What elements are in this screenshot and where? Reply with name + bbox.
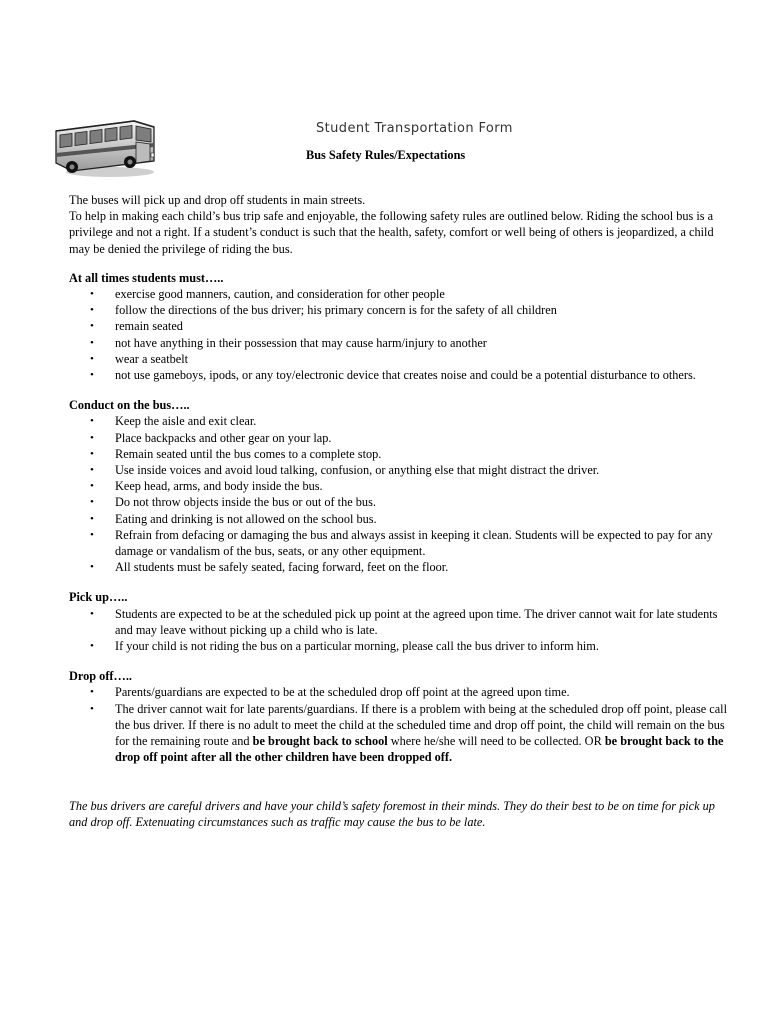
bullet-icon: •: [90, 288, 94, 301]
bullet-icon: •: [90, 702, 94, 715]
dropoff-list: [69, 684, 729, 765]
pickup-list: [69, 606, 729, 655]
bullet-icon: •: [90, 415, 94, 428]
form-subtitle: Bus Safety Rules/Expectations: [306, 148, 466, 162]
section-heading-conduct: Conduct on the bus…..: [69, 398, 190, 413]
list-item: • The driver cannot wait for late parents/guardians. If there is a problem with being at the scheduled drop off point, please call the bus driver. If there is no adult to meet the child at the scheduled time and drop off point, the child will remain on the bus for the remaining route and be brought back to school where he/she will need to be collected. OR be brought back to the drop off point after all the other children have been dropped off.: [90, 701, 728, 765]
bullet-icon: •: [90, 369, 94, 382]
bullet-icon: •: [90, 304, 94, 317]
bullet-icon: •: [90, 496, 94, 509]
intro-line: The buses will pick up and drop off students in main streets.: [69, 193, 366, 207]
list-item: • remain seated: [90, 319, 183, 334]
list-item: • If your child is not riding the bus on a particular morning, please call the bus driver to inform him.: [90, 639, 599, 654]
bullet-icon: •: [90, 528, 94, 541]
list-item: • Eating and drinking is not allowed on the school bus.: [90, 511, 377, 526]
list-item: • All students must be safely seated, facing forward, feet on the floor.: [90, 560, 449, 575]
list-item: • Keep head, arms, and body inside the bus.: [90, 479, 323, 494]
bullet-icon: •: [90, 447, 94, 460]
bus-icon: [50, 117, 156, 179]
bullet-icon: •: [90, 512, 94, 525]
must-list: [69, 286, 729, 383]
list-item: • Refrain from defacing or damaging the bus and always assist in keeping it clean. Students will be expected to pay for any damage or vandalism of the bus, seats, or any other equipment.: [90, 527, 713, 559]
conduct-list: [69, 413, 729, 575]
list-item: • wear a seatbelt: [90, 351, 189, 366]
list-item: • Remain seated until the bus comes to a complete stop.: [90, 446, 382, 461]
bullet-icon: •: [90, 320, 94, 333]
bullet-icon: •: [90, 607, 94, 620]
section-heading-dropoff: Drop off…..: [69, 669, 132, 684]
form-title: Student Transportation Form: [316, 121, 513, 136]
list-item: • exercise good manners, caution, and consideration for other people: [90, 287, 445, 302]
list-item: • not have anything in their possession that may cause harm/injury to another: [90, 335, 487, 350]
list-item: • Keep the aisle and exit clear.: [90, 414, 257, 429]
list-item: • Students are expected to be at the scheduled pick up point at the agreed upon time. The driver cannot wait for late students and may leave without picking up a child who is late.: [90, 606, 718, 637]
list-item: • not use gameboys, ipods, or any toy/electronic device that creates noise and could be a potential disturbance to others.: [90, 368, 696, 383]
list-item: • Use inside voices and avoid loud talking, confusion, or anything else that might distract the driver.: [90, 463, 600, 478]
list-item: • follow the directions of the bus driver; his primary concern is for the safety of all children: [90, 303, 557, 318]
bullet-icon: •: [90, 640, 94, 653]
section-heading-must: At all times students must…..: [69, 270, 224, 285]
bullet-icon: •: [90, 480, 94, 493]
bullet-icon: •: [90, 431, 94, 444]
bullet-icon: •: [90, 352, 94, 365]
bullet-icon: •: [90, 464, 94, 477]
bullet-icon: •: [90, 336, 94, 349]
intro-paragraph: To help in making each child’s bus trip safe and enjoyable, the following safety rules are outlined below. Riding the school bus is a privilege and not a right. If a student’s conduct is such that the health, safety, comfort or well being of others is jeopardized, a child may be denied the privilege of riding the bus.: [69, 209, 714, 256]
bullet-icon: •: [90, 561, 94, 574]
bullet-icon: •: [90, 686, 94, 699]
section-heading-pickup: Pick up…..: [69, 590, 128, 605]
list-item: • Place backpacks and other gear on your lap.: [90, 430, 332, 445]
list-item: • Do not throw objects inside the bus or out of the bus.: [90, 495, 376, 510]
document-body: [69, 192, 729, 830]
closing-note: The bus drivers are careful drivers and have your child’s safety foremost in their minds. They do their best to be on time for pick up and drop off. Extenuating circumstances such as traffic may cause the bus to be late.: [69, 798, 715, 829]
list-item: • Parents/guardians are expected to be at the scheduled drop off point at the agreed upon time.: [90, 685, 570, 700]
